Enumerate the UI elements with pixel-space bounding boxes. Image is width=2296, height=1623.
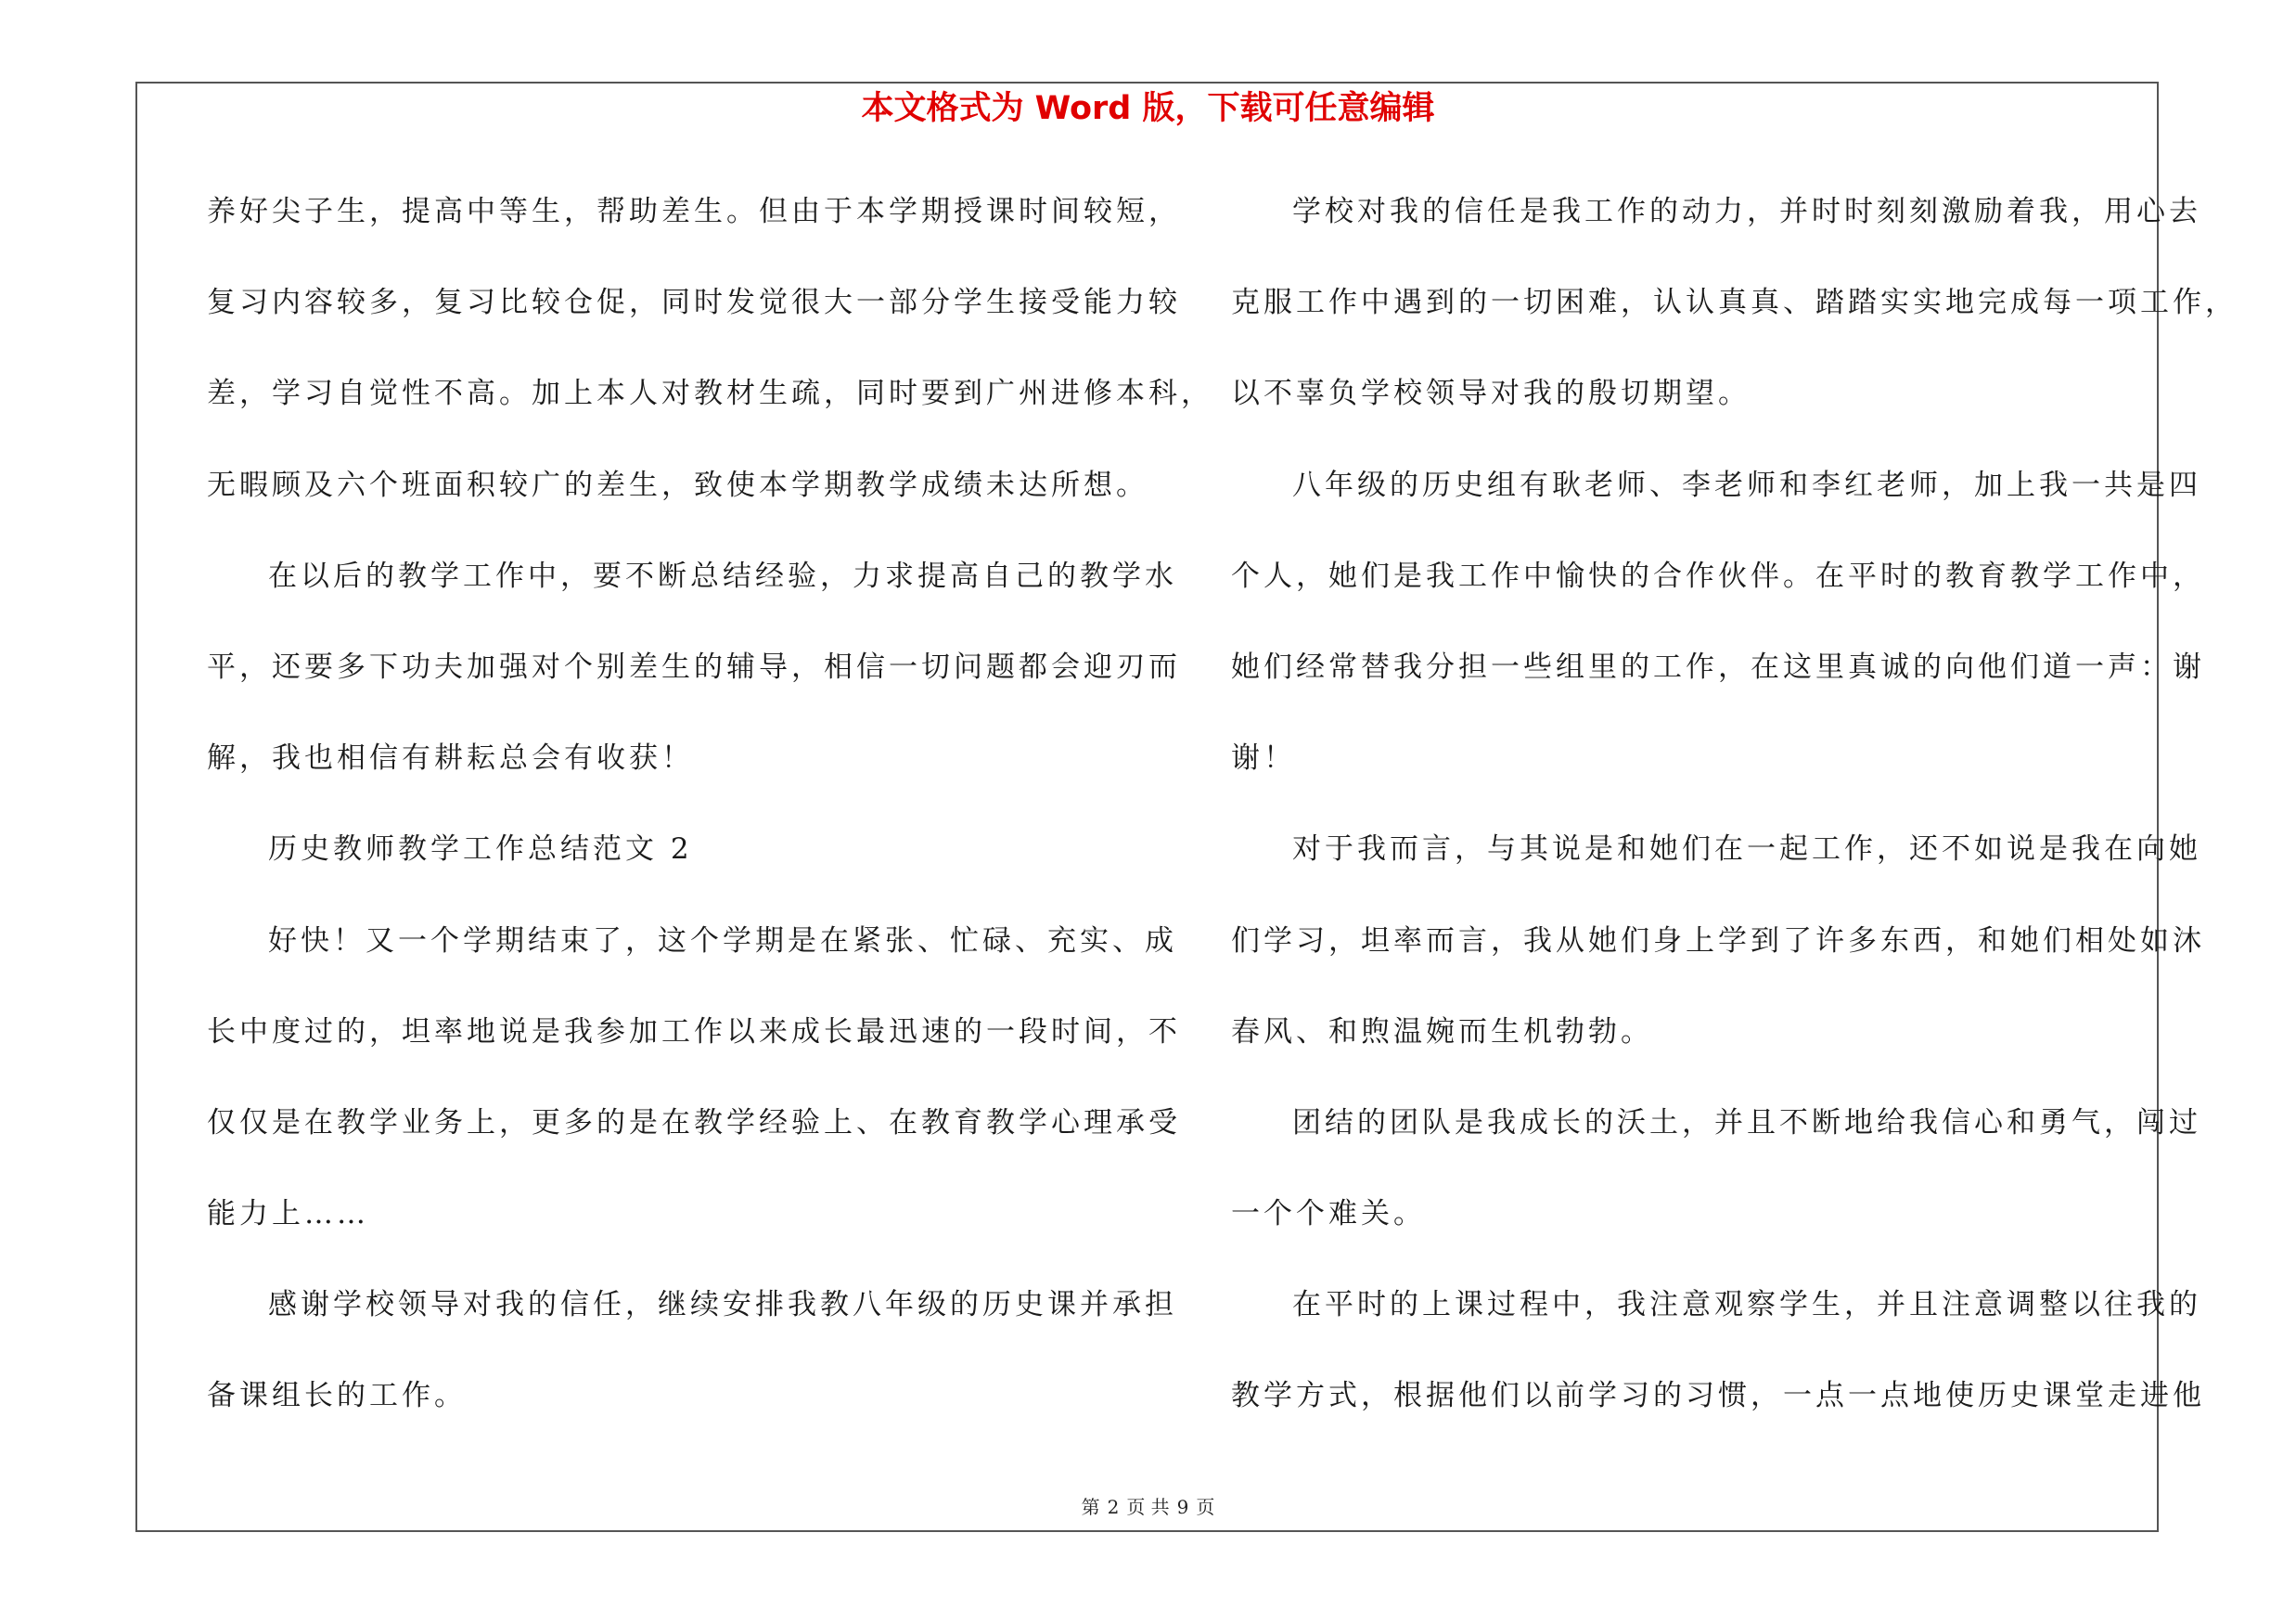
page-number-middle: 页 共 — [1126, 1496, 1170, 1518]
paragraph-line: 备课组长的工作。 — [207, 1379, 467, 1413]
paragraph-line: 一个个难关。 — [1231, 1197, 1426, 1231]
paragraph-line: 她们经常替我分担一些组里的工作，在这里真诚的向他们道一声：谢 — [1231, 650, 2205, 684]
paragraph-line: 克服工作中遇到的一切困难，认认真真、踏踏实实地完成每一项工作， — [1231, 286, 2238, 320]
page-number-total: 9 — [1176, 1496, 1189, 1518]
paragraph-line: 能力上…… — [207, 1197, 369, 1231]
paragraph-line: 长中度过的，坦率地说是我参加工作以来成长最迅速的一段时间，不 — [207, 1014, 1181, 1049]
paragraph-line: 学校对我的信任是我工作的动力，并时时刻刻激励着我，用心去 — [1292, 195, 2201, 228]
paragraph-line: 在平时的上课过程中，我注意观察学生，并且注意调整以往我的 — [1292, 1288, 2201, 1322]
paragraph-line: 以不辜负学校领导对我的殷切期望。 — [1231, 377, 1751, 411]
paragraph-line: 感谢学校领导对我的信任，继续安排我教八年级的历史课并承担 — [268, 1288, 1177, 1322]
page-number-prefix: 第 — [1081, 1496, 1100, 1518]
paragraph-line: 谢！ — [1231, 741, 1296, 776]
paragraph-line: 在以后的教学工作中，要不断总结经验，力求提高自己的教学水 — [268, 559, 1177, 593]
paragraph-line: 好快！又一个学期结束了，这个学期是在紧张、忙碌、充实、成 — [268, 923, 1177, 958]
left-column — [207, 169, 1213, 1445]
paragraph-line: 团结的团队是我成长的沃土，并且不断地给我信心和勇气，闯过 — [1292, 1105, 2201, 1140]
page-number-current: 2 — [1107, 1496, 1120, 1518]
paragraph-line: 解，我也相信有耕耘总会有收获！ — [207, 741, 694, 776]
paragraph-line: 仅仅是在教学业务上，更多的是在教学经验上、在教育教学心理承受 — [207, 1105, 1181, 1140]
paragraph-line: 春风、和煦温婉而生机勃勃。 — [1231, 1014, 1653, 1049]
document-header: 本文格式为 Word 版，下载可任意编辑 — [861, 90, 1435, 127]
paragraph-line: 差，学习自觉性不高。加上本人对教材生疏，同时要到广州进修本科， — [207, 377, 1213, 411]
paragraph-line: 无暇顾及六个班面积较广的差生，致使本学期教学成绩未达所想。 — [207, 468, 1148, 502]
paragraph-line: 复习内容较多，复习比较仓促，同时发觉很大一部分学生接受能力较 — [207, 286, 1181, 320]
right-column — [1231, 169, 2238, 1445]
section-title: 历史教师教学工作总结范文 2 — [268, 832, 693, 867]
page-number-suffix: 页 — [1196, 1496, 1215, 1518]
paragraph-line: 教学方式，根据他们以前学习的习惯，一点一点地使历史课堂走进他 — [1231, 1379, 2205, 1413]
page-number — [0, 1496, 2296, 1518]
paragraph-line: 八年级的历史组有耿老师、李老师和李红老师，加上我一共是四 — [1292, 468, 2201, 502]
paragraph-line: 养好尖子生，提高中等生，帮助差生。但由于本学期授课时间较短， — [207, 195, 1181, 228]
paragraph-line: 个人，她们是我工作中愉快的合作伙伴。在平时的教育教学工作中， — [1231, 559, 2205, 593]
paragraph-line: 平，还要多下功夫加强对个别差生的辅导，相信一切问题都会迎刃而 — [207, 650, 1181, 684]
paragraph-line: 对于我而言，与其说是和她们在一起工作，还不如说是我在向她 — [1292, 832, 2201, 867]
paragraph-line: 们学习，坦率而言，我从她们身上学到了许多东西，和她们相处如沐 — [1231, 923, 2205, 958]
